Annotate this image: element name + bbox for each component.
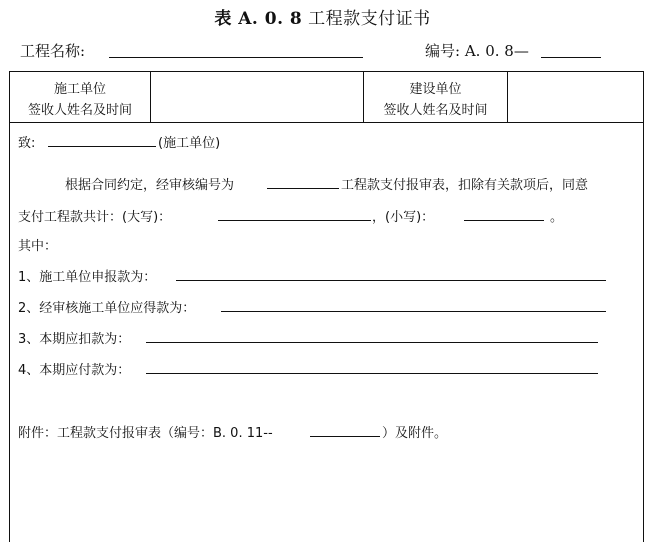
review-number-field[interactable] [267, 188, 339, 189]
paragraph-text-2: 工程款支付报审表，扣除有关款项后，同意 [341, 178, 589, 193]
item-3-field[interactable] [146, 342, 598, 343]
attachment-number-field[interactable] [310, 436, 380, 437]
form-title [0, 4, 645, 29]
owner-label-line2: 签收人姓名及时间 [383, 103, 488, 118]
item-2-field[interactable] [221, 311, 606, 312]
attachment-text-2: ）及附件。 [382, 426, 448, 441]
contractor-sign-label [10, 72, 150, 122]
item-1-field[interactable] [176, 280, 606, 281]
item-4-label: 4、本期应付款为： [18, 363, 131, 378]
amount-uppercase-field[interactable] [218, 220, 371, 221]
item-2-label: 2、经审核施工单位应得款为： [18, 301, 196, 316]
project-info-row [20, 40, 610, 64]
owner-sign-label [364, 72, 507, 122]
signature-header-row [10, 72, 643, 123]
amount-end-mark: 。 [550, 210, 564, 225]
project-name-label: 工程名称: [20, 42, 86, 60]
project-name-field[interactable] [109, 57, 363, 58]
owner-label-line1: 建设单位 [409, 82, 462, 97]
contractor-label-line1: 施工单位 [53, 82, 106, 97]
amount-numeric-field[interactable] [464, 220, 544, 221]
amount-small-label: ，(小写)： [372, 210, 435, 225]
contractor-sign-field[interactable] [151, 72, 363, 122]
contractor-label-line2: 签收人姓名及时间 [27, 103, 132, 118]
attachment-text-1: 附件：工程款支付报审表（编号：B. 0. 11-- [18, 426, 273, 441]
item-1-label: 1、施工单位申报款为： [18, 270, 157, 285]
to-suffix: (施工单位) [158, 136, 221, 151]
form-title-text: 工程款支付证书 [302, 9, 431, 29]
to-recipient-field[interactable] [48, 146, 156, 147]
form-title-number: 表 A. 0. 8 [214, 9, 303, 29]
among-label: 其中： [18, 239, 58, 254]
form-table [9, 71, 644, 542]
form-number-label: 编号: A. 0. 8— [425, 42, 529, 60]
amount-label: 支付工程款共计：(大写)： [18, 210, 172, 225]
paragraph-text-1: 根据合同约定，经审核编号为 [65, 178, 235, 193]
item-4-field[interactable] [146, 373, 598, 374]
to-label: 致: [18, 136, 36, 151]
owner-sign-field[interactable] [508, 72, 643, 122]
item-3-label: 3、本期应扣款为： [18, 332, 131, 347]
form-number-field[interactable] [541, 57, 601, 58]
